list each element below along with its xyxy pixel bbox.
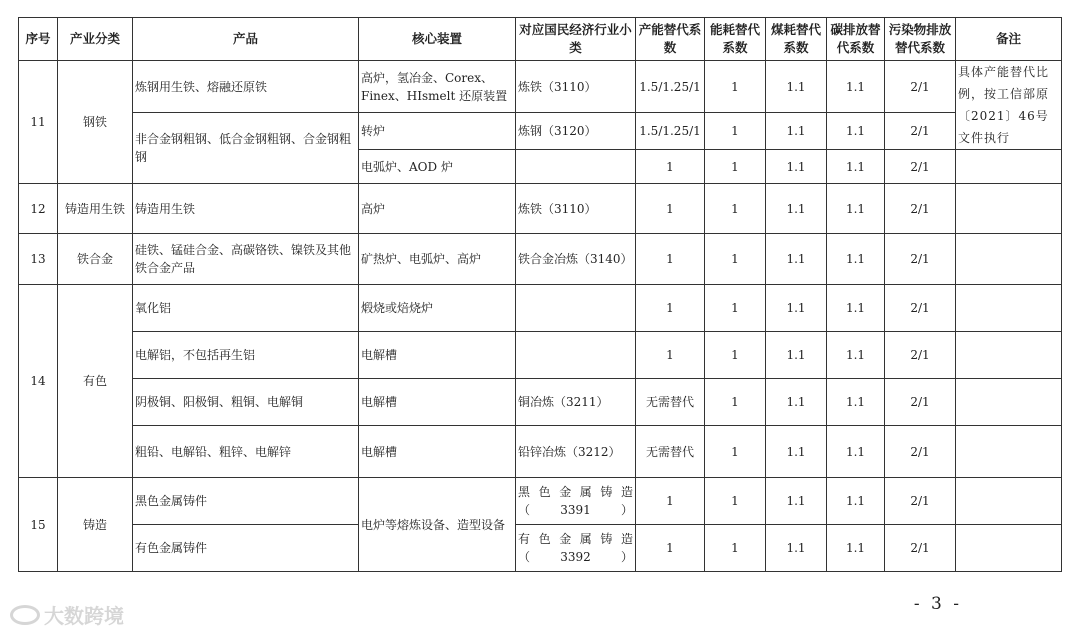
category-cell: 有色 — [58, 285, 133, 478]
energy-cell: 1 — [705, 150, 766, 184]
carbon-cell: 1.1 — [827, 113, 885, 150]
pollutant-cell: 2/1 — [885, 285, 956, 332]
coal-cell: 1.1 — [766, 113, 827, 150]
coal-cell: 1.1 — [766, 379, 827, 426]
watermark — [10, 600, 124, 629]
table-row — [19, 285, 1062, 332]
capacity-cell: 1.5/1.25/1 — [636, 113, 705, 150]
pollutant-cell: 2/1 — [885, 332, 956, 379]
industry-cell — [516, 332, 636, 379]
energy-cell: 1 — [705, 61, 766, 113]
coal-cell: 1.1 — [766, 61, 827, 113]
page-number: - 3 - — [913, 594, 962, 614]
industry-cell: 炼钢（3120） — [516, 113, 636, 150]
industry-cell: 炼铁（3110） — [516, 184, 636, 234]
device-cell: 矿热炉、电弧炉、高炉 — [359, 234, 516, 285]
category-cell: 铸造用生铁 — [58, 184, 133, 234]
category-cell: 钢铁 — [58, 61, 133, 184]
device-cell: 电解槽 — [359, 332, 516, 379]
energy-cell: 1 — [705, 478, 766, 525]
carbon-cell: 1.1 — [827, 379, 885, 426]
category-cell: 铸造 — [58, 478, 133, 572]
capacity-cell: 1 — [636, 184, 705, 234]
header-cell: 污染物排放替代系数 — [885, 18, 956, 61]
row-number: 12 — [19, 184, 58, 234]
note-cell-empty — [956, 234, 1062, 285]
capacity-cell: 1 — [636, 285, 705, 332]
note-cell-empty — [956, 478, 1062, 525]
pollutant-cell: 2/1 — [885, 150, 956, 184]
pollutant-cell: 2/1 — [885, 234, 956, 285]
pollutant-cell: 2/1 — [885, 379, 956, 426]
industry-cell: 铅锌冶炼（3212） — [516, 426, 636, 478]
header-cell: 产能替代系数 — [636, 18, 705, 61]
coal-cell: 1.1 — [766, 184, 827, 234]
industry-cell: 铁合金冶炼（3140） — [516, 234, 636, 285]
energy-cell: 1 — [705, 525, 766, 572]
carbon-cell: 1.1 — [827, 525, 885, 572]
table-row — [19, 525, 1062, 572]
pollutant-cell: 2/1 — [885, 525, 956, 572]
watermark-logo-icon — [10, 605, 40, 625]
table-row — [19, 113, 1062, 150]
energy-cell: 1 — [705, 234, 766, 285]
pollutant-cell: 2/1 — [885, 426, 956, 478]
header-cell: 煤耗替代系数 — [766, 18, 827, 61]
product-cell: 粗铅、电解铅、粗锌、电解锌 — [133, 426, 359, 478]
header-cell: 序号 — [19, 18, 58, 61]
pollutant-cell: 2/1 — [885, 61, 956, 113]
header-cell: 能耗替代系数 — [705, 18, 766, 61]
header-cell: 产业分类 — [58, 18, 133, 61]
capacity-cell: 1 — [636, 478, 705, 525]
capacity-cell: 1 — [636, 234, 705, 285]
device-cell: 高炉 — [359, 184, 516, 234]
header-cell: 对应国民经济行业小类 — [516, 18, 636, 61]
product-cell: 炼钢用生铁、熔融还原铁 — [133, 61, 359, 113]
capacity-cell: 1 — [636, 525, 705, 572]
energy-cell: 1 — [705, 332, 766, 379]
energy-cell: 1 — [705, 113, 766, 150]
capacity-cell: 1.5/1.25/1 — [636, 61, 705, 113]
note-cell-empty — [956, 379, 1062, 426]
table-row — [19, 184, 1062, 234]
device-cell: 电炉等熔炼设备、造型设备 — [359, 478, 516, 572]
note-cell-empty — [956, 332, 1062, 379]
watermark-text: 大数跨境 — [44, 604, 124, 628]
product-cell: 电解铝，不包括再生铝 — [133, 332, 359, 379]
device-cell: 高炉，氢冶金、Corex、Finex、HIsmelt 还原装置 — [359, 61, 516, 113]
industry-cell — [516, 285, 636, 332]
coal-cell: 1.1 — [766, 234, 827, 285]
product-cell: 黑色金属铸件 — [133, 478, 359, 525]
carbon-cell: 1.1 — [827, 61, 885, 113]
note-cell-empty — [956, 525, 1062, 572]
header-cell: 核心装置 — [359, 18, 516, 61]
industry-cell: 铜冶炼（3211） — [516, 379, 636, 426]
carbon-cell: 1.1 — [827, 285, 885, 332]
product-cell: 非合金钢粗钢、低合金钢粗钢、合金钢粗钢 — [133, 113, 359, 184]
product-cell: 有色金属铸件 — [133, 525, 359, 572]
row-number: 14 — [19, 285, 58, 478]
device-cell: 转炉 — [359, 113, 516, 150]
product-cell: 氧化铝 — [133, 285, 359, 332]
table-row — [19, 426, 1062, 478]
industry-cell: 炼铁（3110） — [516, 61, 636, 113]
note-cell-empty — [956, 285, 1062, 332]
device-cell: 煅烧或焙烧炉 — [359, 285, 516, 332]
row-number: 11 — [19, 61, 58, 184]
product-cell: 阴极铜、阳极铜、粗铜、电解铜 — [133, 379, 359, 426]
device-cell: 电弧炉、AOD 炉 — [359, 150, 516, 184]
carbon-cell: 1.1 — [827, 184, 885, 234]
industry-cell: 有色金属铸造（3392） — [516, 525, 636, 572]
note-cell-empty — [956, 184, 1062, 234]
energy-cell: 1 — [705, 285, 766, 332]
industry-cell: 黑色金属铸造（3391） — [516, 478, 636, 525]
industry-replacement-table — [18, 17, 1062, 572]
capacity-cell: 无需替代 — [636, 379, 705, 426]
energy-cell: 1 — [705, 426, 766, 478]
energy-cell: 1 — [705, 184, 766, 234]
header-cell: 备注 — [956, 18, 1062, 61]
coal-cell: 1.1 — [766, 525, 827, 572]
pollutant-cell: 2/1 — [885, 184, 956, 234]
product-cell: 铸造用生铁 — [133, 184, 359, 234]
coal-cell: 1.1 — [766, 285, 827, 332]
header-row — [19, 18, 1062, 61]
table-row — [19, 61, 1062, 113]
header-cell: 产品 — [133, 18, 359, 61]
carbon-cell: 1.1 — [827, 234, 885, 285]
pollutant-cell: 2/1 — [885, 478, 956, 525]
energy-cell: 1 — [705, 379, 766, 426]
table-row — [19, 379, 1062, 426]
table-row — [19, 478, 1062, 525]
capacity-cell: 1 — [636, 332, 705, 379]
industry-cell — [516, 150, 636, 184]
row-number: 15 — [19, 478, 58, 572]
capacity-cell: 1 — [636, 150, 705, 184]
carbon-cell: 1.1 — [827, 332, 885, 379]
carbon-cell: 1.1 — [827, 478, 885, 525]
capacity-cell: 无需替代 — [636, 426, 705, 478]
carbon-cell: 1.1 — [827, 150, 885, 184]
device-cell: 电解槽 — [359, 426, 516, 478]
row-number: 13 — [19, 234, 58, 285]
coal-cell: 1.1 — [766, 426, 827, 478]
table-row — [19, 332, 1062, 379]
header-cell: 碳排放替代系数 — [827, 18, 885, 61]
coal-cell: 1.1 — [766, 478, 827, 525]
note-cell-empty — [956, 150, 1062, 184]
product-cell: 硅铁、锰硅合金、高碳铬铁、镍铁及其他铁合金产品 — [133, 234, 359, 285]
coal-cell: 1.1 — [766, 150, 827, 184]
pollutant-cell: 2/1 — [885, 113, 956, 150]
note-cell: 具体产能替代比例，按工信部原〔2021〕46号文件执行 — [956, 61, 1062, 150]
carbon-cell: 1.1 — [827, 426, 885, 478]
category-cell: 铁合金 — [58, 234, 133, 285]
device-cell: 电解槽 — [359, 379, 516, 426]
table-row — [19, 234, 1062, 285]
coal-cell: 1.1 — [766, 332, 827, 379]
note-cell-empty — [956, 426, 1062, 478]
